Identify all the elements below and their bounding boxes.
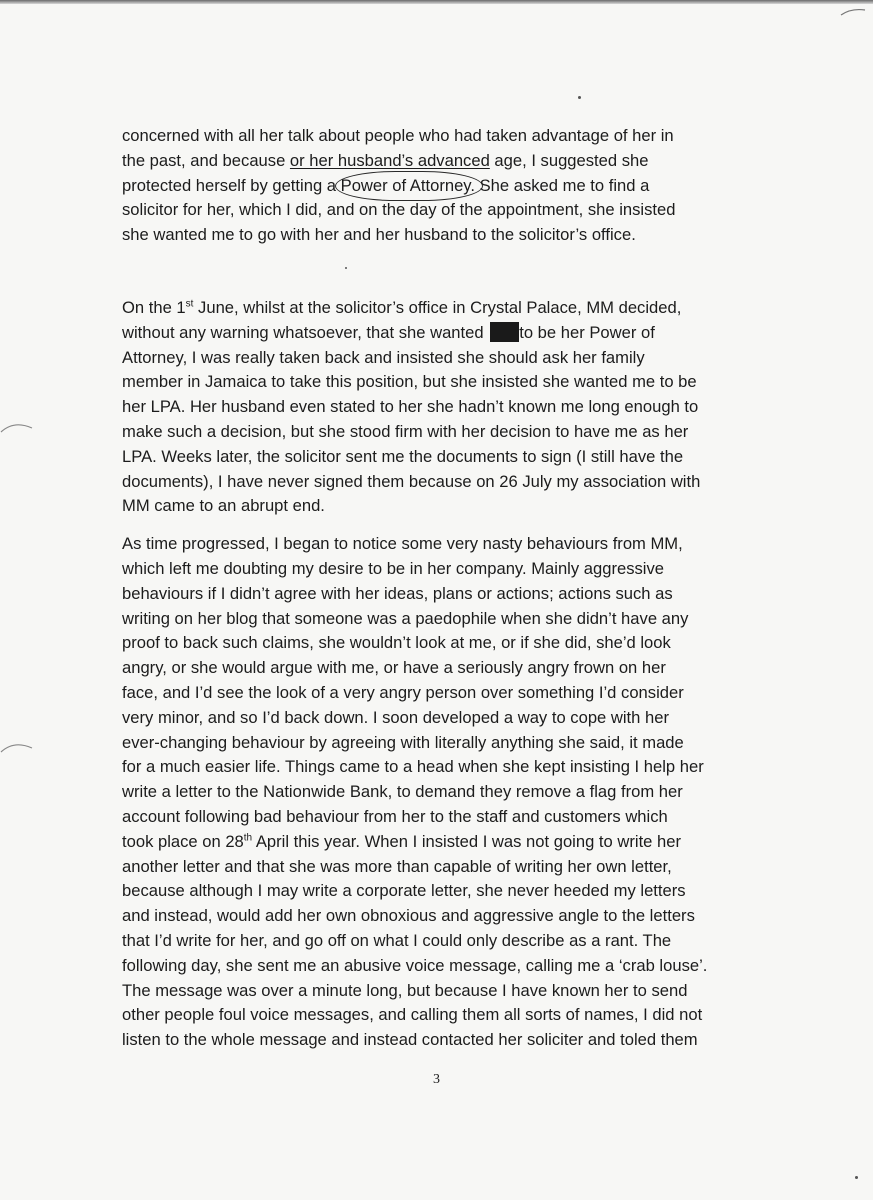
text-segment: On the 1 <box>122 297 186 317</box>
text-line <box>122 607 734 632</box>
text-segment: listen to the whole message and instead contacted her soliciter and toled them <box>122 1030 698 1050</box>
text-line <box>122 755 734 780</box>
text-segment: concerned with all her talk about people who had taken advantage of her in <box>122 126 674 145</box>
text-segment: LPA. Weeks later, the solicitor sent me the documents to sign (I still have the <box>122 446 684 466</box>
text-segment: protected herself by getting a <box>122 175 341 195</box>
text-line <box>122 631 734 656</box>
paragraph-gap <box>122 248 734 296</box>
text-segment: ever-changing behaviour by agreeing with literally anything she said, it made <box>122 732 684 752</box>
text-segment: the past, and because <box>122 150 290 170</box>
text-segment: face, and I’d see the look of a very angry person over something I’d consider <box>122 682 684 702</box>
text-line <box>122 582 734 607</box>
text-segment: behaviours if I didn’t agree with her ideas, plans or actions; actions such as <box>122 583 673 603</box>
text-segment: MM came to an abrupt end. <box>122 496 325 516</box>
text-segment: write a letter to the Nationwide Bank, to demand they remove a flag from her <box>122 782 683 802</box>
handwritten-circled-text: Power of Attorney. <box>341 174 475 199</box>
text-segment: very minor, and so I’d back down. I soon developed a way to cope with her <box>122 707 669 727</box>
text-segment: her LPA. Her husband even stated to her she hadn’t known me long enough to <box>122 397 699 417</box>
text-line <box>122 1028 734 1053</box>
redaction-box <box>490 322 519 342</box>
text-segment: The message was over a minute long, but because I have known her to send <box>122 980 688 1000</box>
text-line <box>122 420 734 445</box>
text-line <box>122 706 734 731</box>
text-segment: for a much easier life. Things came to a head when she kept insisting I help her <box>122 757 704 777</box>
text-segment: and instead, would add her own obnoxious and aggressive angle to the letters <box>122 906 695 926</box>
letter-body <box>122 124 734 1053</box>
text-line <box>122 174 734 199</box>
text-segment: age, I suggested she <box>489 150 649 170</box>
text-line <box>122 321 734 346</box>
paragraph <box>122 296 734 519</box>
text-line <box>122 494 734 519</box>
text-line <box>122 296 734 321</box>
text-segment: that I’d write for her, and go off on what I could only describe as a rant. The <box>122 930 672 950</box>
text-line <box>122 532 734 557</box>
handwritten-underline-text: or her husband’s advanced <box>289 150 490 170</box>
text-segment: another letter and that she was more than capable of writing her own letter, <box>122 856 672 876</box>
text-line <box>122 557 734 582</box>
text-segment: As time progressed, I began to notice some very nasty behaviours from MM, <box>122 534 683 554</box>
text-line <box>122 830 734 855</box>
text-segment: which left me doubting my desire to be in her company. Mainly aggressive <box>122 558 665 578</box>
text-line <box>122 346 734 371</box>
punch-hole-mark <box>0 418 34 438</box>
scan-speck <box>855 1176 858 1179</box>
text-line <box>122 979 734 1004</box>
text-line <box>122 904 734 929</box>
text-segment: without any warning whatsoever, that she wanted <box>122 322 489 342</box>
text-line <box>122 1003 734 1028</box>
text-segment: Attorney, I was really taken back and insisted she should ask her family <box>122 347 645 367</box>
text-segment: angry, or she would argue with me, or have a seriously angry frown on her <box>122 658 666 678</box>
text-line <box>122 395 734 420</box>
text-line <box>122 656 734 681</box>
paragraph-gap <box>122 519 734 532</box>
text-segment: following day, she sent me an abusive voice message, calling me a ‘crab louse’. <box>122 955 708 975</box>
text-segment: to be her Power of <box>519 322 655 342</box>
text-line <box>122 149 734 174</box>
text-segment: June, whilst at the solicitor’s office in Crystal Palace, MM decided, <box>193 297 682 317</box>
text-line <box>122 855 734 880</box>
text-line <box>122 780 734 805</box>
text-segment: other people foul voice messages, and calling them all sorts of names, I did not <box>122 1005 703 1025</box>
paragraph <box>122 532 734 1053</box>
text-segment: She asked me to find a <box>474 175 650 195</box>
text-line <box>122 681 734 706</box>
text-segment: account following bad behaviour from her to the staff and customers which <box>122 806 668 826</box>
text-line <box>122 223 734 248</box>
text-line <box>122 954 734 979</box>
text-segment: she wanted me to go with her and her husband to the solicitor’s office. <box>122 225 636 245</box>
text-line <box>122 731 734 756</box>
text-line <box>122 805 734 830</box>
text-line <box>122 470 734 495</box>
text-line <box>122 198 734 223</box>
text-segment: member in Jamaica to take this position, but she insisted she wanted me to be <box>122 372 697 392</box>
scan-top-edge <box>0 0 873 4</box>
text-line <box>122 929 734 954</box>
text-segment: April this year. When I insisted I was not going to write her <box>252 831 682 851</box>
text-segment: because although I may write a corporate letter, she never heeded my letters <box>122 881 686 901</box>
text-segment: documents), I have never signed them because on 26 July my association with <box>122 471 701 491</box>
ordinal-suffix: th <box>243 832 253 844</box>
text-line <box>122 879 734 904</box>
page-number: 3 <box>433 1072 440 1087</box>
scan-speck <box>578 96 581 99</box>
text-segment: solicitor for her, which I did, and on the day of the appointment, she insisted <box>122 200 676 220</box>
paragraph <box>122 124 734 248</box>
text-segment: writing on her blog that someone was a paedophile when she didn’t have any <box>122 608 689 628</box>
text-segment: proof to back such claims, she wouldn’t look at me, or if she did, she’d look <box>122 633 671 653</box>
text-line <box>122 370 734 395</box>
text-line <box>122 124 734 149</box>
ordinal-suffix: st <box>185 298 194 310</box>
corner-scan-mark <box>839 6 867 18</box>
text-line <box>122 445 734 470</box>
text-segment: make such a decision, but she stood firm with her decision to have me as her <box>122 421 689 441</box>
punch-hole-mark <box>0 738 34 758</box>
text-segment: took place on 28 <box>122 831 244 851</box>
